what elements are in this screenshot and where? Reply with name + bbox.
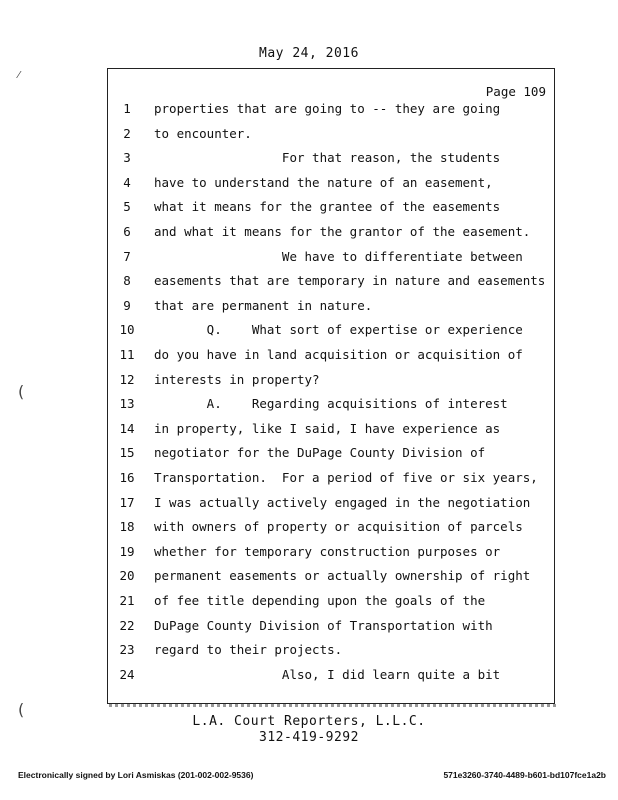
page-number-label: Page 109 bbox=[485, 84, 546, 99]
line-text: with owners of property or acquisition of parcels bbox=[154, 519, 523, 535]
line-number: 7 bbox=[123, 248, 131, 264]
footer-company: L.A. Court Reporters, L.L.C. bbox=[192, 714, 426, 729]
transcript-line bbox=[0, 150, 618, 170]
scan-mark-top: ⁄ bbox=[18, 70, 20, 81]
line-text: do you have in land acquisition or acquisition of bbox=[154, 347, 523, 362]
transcript-line bbox=[0, 642, 618, 662]
transcript-line bbox=[0, 519, 618, 539]
document-id: 571e3260-3740-4489-b601-bd107fce1a2b bbox=[443, 770, 606, 780]
line-number: 15 bbox=[119, 445, 135, 461]
transcript-line bbox=[0, 495, 618, 515]
transcript-line bbox=[0, 199, 618, 219]
line-text: and what it means for the grantor of the easement. bbox=[154, 224, 531, 239]
transcript-line bbox=[0, 347, 618, 367]
line-text: regard to their projects. bbox=[154, 642, 343, 658]
electronic-signature-note: Electronically signed by Lori Asmiskas (201-002-002-9536) bbox=[18, 770, 254, 780]
line-text: that are permanent in nature. bbox=[154, 297, 373, 313]
line-number: 24 bbox=[119, 666, 135, 682]
line-number: 17 bbox=[119, 494, 135, 510]
transcript-line bbox=[0, 667, 618, 687]
scan-mark-bottom: ( bbox=[18, 700, 25, 719]
line-number: 8 bbox=[123, 273, 131, 289]
line-text: A. Regarding acquisitions of interest bbox=[154, 396, 508, 412]
line-text: For that reason, the students bbox=[154, 150, 501, 166]
line-number: 3 bbox=[123, 150, 131, 166]
line-text: I was actually actively engaged in the negotiation bbox=[154, 494, 531, 510]
line-text: whether for temporary construction purposes or bbox=[154, 543, 501, 559]
frame-shadow bbox=[109, 704, 557, 707]
transcript-line bbox=[0, 618, 618, 638]
line-text: Q. What sort of expertise or experience bbox=[154, 322, 523, 338]
line-text: easements that are temporary in nature and easements bbox=[154, 273, 546, 289]
line-number: 18 bbox=[119, 519, 135, 535]
line-number: 6 bbox=[123, 224, 131, 239]
transcript-line bbox=[0, 322, 618, 342]
transcript-line bbox=[0, 593, 618, 613]
footer-phone: 312-419-9292 bbox=[259, 730, 359, 745]
line-text: have to understand the nature of an easement, bbox=[154, 174, 493, 190]
transcript-line bbox=[0, 470, 618, 490]
line-number: 19 bbox=[119, 543, 135, 559]
transcript-line bbox=[0, 126, 618, 146]
line-text: of fee title depending upon the goals of the bbox=[154, 593, 486, 608]
line-text: We have to differentiate between bbox=[154, 248, 523, 264]
line-number: 10 bbox=[119, 322, 135, 338]
line-text: permanent easements or actually ownership of right bbox=[154, 568, 531, 584]
transcript-line bbox=[0, 298, 618, 318]
transcript-line bbox=[0, 273, 618, 293]
scan-mark-middle: ( bbox=[18, 382, 25, 401]
transcript-line bbox=[0, 175, 618, 195]
line-text: DuPage County Division of Transportation with bbox=[154, 617, 493, 633]
transcript-line bbox=[0, 445, 618, 465]
line-number: 20 bbox=[119, 568, 135, 584]
page-date: May 24, 2016 bbox=[259, 46, 359, 61]
transcript-line bbox=[0, 101, 618, 121]
line-number: 16 bbox=[119, 470, 135, 485]
line-text: Also, I did learn quite a bit bbox=[154, 666, 501, 682]
line-number: 13 bbox=[119, 396, 135, 412]
line-number: 12 bbox=[119, 371, 135, 387]
line-text: properties that are going to -- they are going bbox=[154, 101, 501, 116]
transcript-line bbox=[0, 249, 618, 269]
line-text: negotiator for the DuPage County Division of bbox=[154, 445, 486, 461]
transcript-line bbox=[0, 372, 618, 392]
transcript-line bbox=[0, 544, 618, 564]
line-number: 4 bbox=[123, 174, 131, 190]
transcript-line bbox=[0, 396, 618, 416]
line-text: what it means for the grantee of the easements bbox=[154, 199, 501, 215]
line-text: to encounter. bbox=[154, 125, 252, 141]
line-number: 1 bbox=[123, 101, 131, 116]
transcript-line bbox=[0, 224, 618, 244]
transcript-line bbox=[0, 421, 618, 441]
line-number: 23 bbox=[119, 642, 135, 658]
line-number: 21 bbox=[119, 593, 135, 608]
line-number: 2 bbox=[123, 125, 131, 141]
transcript-line bbox=[0, 568, 618, 588]
line-number: 22 bbox=[119, 617, 135, 633]
line-text: Transportation. For a period of five or six years, bbox=[154, 470, 538, 485]
line-number: 14 bbox=[119, 420, 135, 436]
line-text: interests in property? bbox=[154, 371, 320, 387]
line-number: 11 bbox=[119, 347, 135, 362]
line-text: in property, like I said, I have experience as bbox=[154, 420, 501, 436]
line-number: 9 bbox=[123, 297, 131, 313]
line-number: 5 bbox=[123, 199, 131, 215]
